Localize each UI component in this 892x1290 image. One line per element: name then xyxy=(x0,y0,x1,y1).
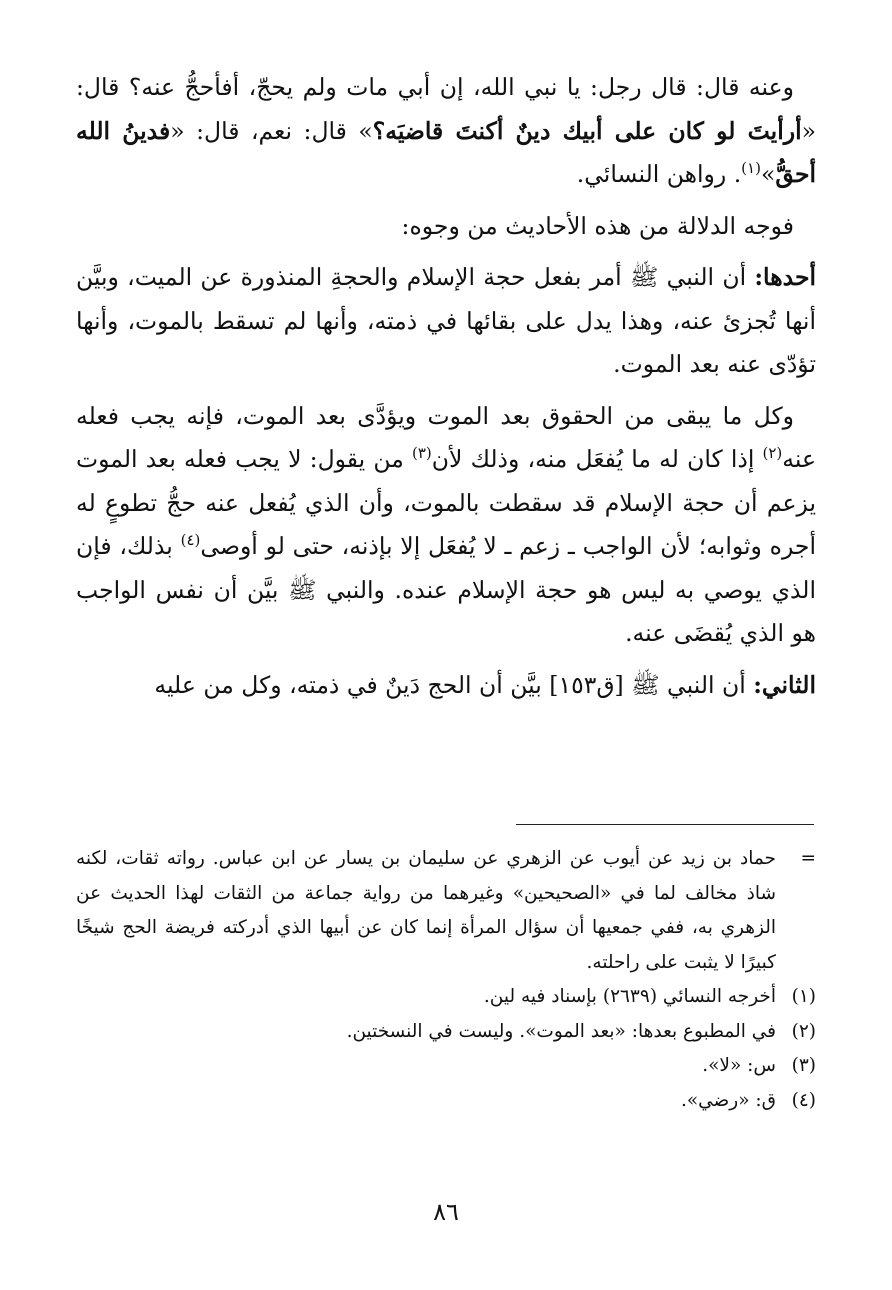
hadith-mid-text: » قال: نعم، قال: « xyxy=(170,116,373,145)
hadith-quote-1: أرأيتَ لو كان على أبيك دينٌ أكنتَ قاضيَه؟ xyxy=(372,116,802,145)
footnote-continuation xyxy=(76,842,816,980)
page-number: ٨٦ xyxy=(433,1198,459,1226)
paragraph-hadith xyxy=(76,66,816,197)
footnote-text: في المطبوع بعدها: «بعد الموت». وليست في النسختين. xyxy=(346,1020,776,1042)
continuation-text: حماد بن زيد عن أيوب عن الزهري عن سليمان بن يسار عن ابن عباس. رواته ثقات، لكنه شاذ مخالف لما في «الصحيحين» وغيرهما من رواية جماعة من الثقات لهذا الحديث عن الزهري به، ففي جمعيها أن سؤال المرأة إنما كان عن أبيها الذي أدركته فريضة الحج شيخًا كبيرًا لا يثبت على راحلته. xyxy=(76,848,776,973)
hadith-quote-2: فدينُ الله أحقُّ xyxy=(76,116,816,188)
footnotes xyxy=(76,842,816,1118)
footnote-ref-3[interactable]: (٣) xyxy=(412,444,432,463)
paragraph-second-aspect xyxy=(76,664,816,708)
first-aspect-text: أن النبي ﷺ أمر بفعل حجة الإسلام والحجةِ المنذورة عن الميت، وبيَّن أنها تُجزئ عنه، وهذا يدل على بقائها في ذمته، وأنها لم تسقط بالموت، وأنها تؤدّى عنه بعد الموت. xyxy=(76,263,816,378)
footnote-4 xyxy=(76,1084,816,1119)
hadith-end-text: . رواهن النسائي. xyxy=(576,160,742,188)
footnote-ref-1[interactable]: (١) xyxy=(741,159,761,178)
hadith-intro-text: وعنه قال: قال رجل: يا نبي الله، إن أبي مات ولم يحجّ، أفأحجُّ عنه؟ قال: « xyxy=(76,73,816,145)
footnote-ref-4[interactable]: (٤) xyxy=(180,531,201,550)
rights-text-b: إذا كان له ما يُفعَل منه، وذلك لأن xyxy=(431,445,763,473)
footnote-separator xyxy=(516,824,814,825)
footnote-number: (٤) xyxy=(791,1089,816,1111)
footnote-text: س: «لا». xyxy=(702,1055,776,1076)
footnote-2 xyxy=(76,1015,816,1050)
second-aspect-text: أن النبي ﷺ [ق١٥٣] بيَّن أن الحج دَينٌ في ذمته، وكل من عليه xyxy=(154,670,754,699)
paragraph-rights xyxy=(76,395,816,656)
footnote-text: أخرجه النسائي (٢٦٣٩) بإسناد فيه لين. xyxy=(483,986,776,1007)
footnote-text: ق: «رضي». xyxy=(680,1089,776,1111)
rights-text-a: وكل ما يبقى من الحقوق بعد الموت ويؤدَّى بعد الموت، فإنه يجب فعله عنه xyxy=(76,401,816,473)
paragraph-aspects: فوجه الدلالة من هذه الأحاديث من وجوه: xyxy=(401,211,794,240)
first-aspect-heading: أحدها: xyxy=(754,263,816,291)
footnote-number: (٣) xyxy=(791,1055,816,1076)
rights-text-d: بذلك، فإن الذي يوصي به ليس هو حجة الإسلام عنده. والنبي ﷺ بيَّن أن نفس الواجب هو الذي يُقضَى عنه. xyxy=(76,532,816,647)
second-aspect-heading: الثاني: xyxy=(753,670,816,699)
main-text xyxy=(76,66,816,715)
footnote-number: (٢) xyxy=(791,1020,816,1042)
footnote-3 xyxy=(76,1049,816,1084)
hadith-close-quote: » xyxy=(760,160,776,188)
paragraph-first-aspect xyxy=(76,256,816,387)
rights-text-c: من يقول: لا يجب فعله بعد الموت يزعم أن حجة الإسلام قد سقطت بالموت، وأن الذي يُفعل عنه حجُّ تطوعٍ له أجره وثوابه؛ لأن الواجب ـ زعم ـ لا يُفعَل إلا بإذنه، حتى لو أوصى xyxy=(76,445,816,560)
footnote-ref-2[interactable]: (٢) xyxy=(762,444,783,463)
continuation-mark: = xyxy=(800,848,816,869)
footnote-number: (١) xyxy=(791,986,816,1007)
footnote-1 xyxy=(76,980,816,1015)
